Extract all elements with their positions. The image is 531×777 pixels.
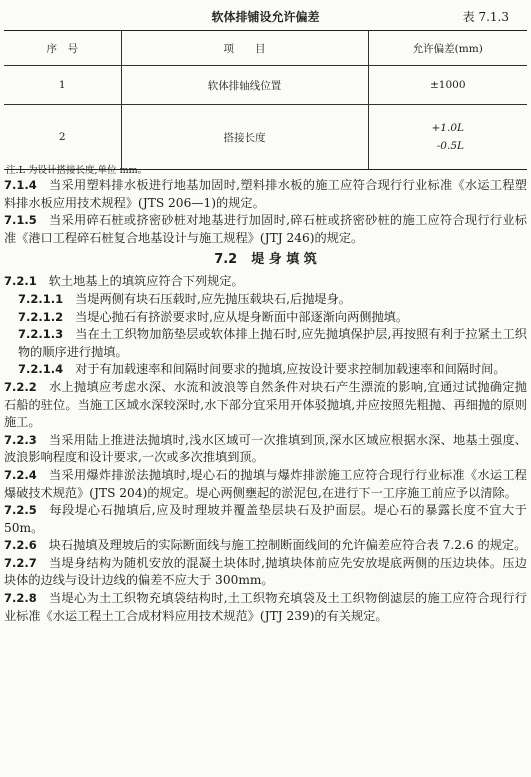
table-row (4, 105, 527, 170)
table-note: 注:L 为设计搭接长度,单位 mm。 (6, 165, 148, 176)
clause-text: 当堤心为土工织物充填袋结构时,土工织物充填袋及土工织物倒滤层的施工应符合现行行业标准《水运工程土工合成材料应用技术规范》(JTJ 239)的有关规定。 (4, 591, 527, 623)
clause-paragraph (4, 291, 527, 309)
cell-item: 软体排轴线位置 (121, 66, 368, 105)
section-title: 堤 身 填 筑 (251, 252, 317, 268)
section-heading (4, 250, 527, 270)
clause-number: 7.2.1.3 (18, 327, 64, 342)
clause-paragraph (4, 590, 527, 625)
table-row (4, 66, 527, 105)
header-tolerance: 允许偏差(mm) (368, 31, 527, 66)
header-no: 序 号 (4, 31, 121, 66)
clause-number: 7.2.1.2 (18, 309, 64, 324)
clause-paragraph (4, 309, 527, 327)
clause-list (4, 273, 527, 625)
clause-text: 当采用碎石桩或挤密砂桩对地基进行加固时,碎石桩或挤密砂桩的施工应符合现行行业标准《港口工程碎石桩复合地基设计与施工规程》(JTJ 246)的规定。 (4, 213, 527, 245)
clause-number: 7.2.3 (4, 432, 37, 447)
clause-number: 7.2.6 (4, 538, 37, 553)
table-caption (0, 8, 531, 26)
cell-tolerance: ±1000 (368, 66, 527, 105)
clause-number: 7.2.1.1 (18, 291, 64, 306)
tolerance-plus: +1.0L (431, 122, 464, 134)
clause-number: 7.2.4 (4, 467, 37, 482)
clause-text: 当堤身结构为随机安放的混凝土块体时,抛填块体前应先安放堤底两侧的压边块体。压边块体的边线与设计边线的偏差不应大于 300mm。 (4, 555, 527, 588)
clause-text: 块石抛填及理坡后的实际断面线与施工控制断面线间的允许偏差应符合表 7.2.6 的规定。 (48, 538, 527, 553)
clause-paragraph (4, 212, 527, 247)
clause-number: 7.2.8 (4, 591, 37, 606)
clause-number: 7.2.1.4 (18, 362, 64, 377)
cell-no: 1 (4, 66, 121, 105)
clause-paragraph (4, 555, 527, 590)
cell-tolerance (368, 105, 527, 170)
tolerance-minus: -0.5L (436, 140, 464, 152)
clause-paragraph (4, 537, 527, 555)
clause-text: 当堤心抛石有挤淤要求时,应从堤身断面中部逐渐向两侧抛填。 (75, 309, 409, 324)
clause-paragraph (4, 467, 527, 502)
table-header-row (4, 31, 527, 66)
clause-paragraph (4, 177, 527, 212)
clause-paragraph (4, 361, 527, 379)
clause-paragraph (4, 432, 527, 467)
clause-number: 7.1.4 (4, 178, 37, 192)
clause-number: 7.1.5 (4, 213, 37, 228)
cell-no: 2 (58, 131, 66, 143)
clause-text: 每段堤心石抛填后,应及时理坡并覆盖垫层块石及护面层。堤心石的暴露长度不宜大于 50m。 (4, 503, 527, 535)
clause-text: 对于有加载速率和间隔时间要求的抛填,应按设计要求控制加载速率和间隔时间。 (75, 362, 506, 377)
table-title: 软体排铺设允许偏差 (211, 10, 320, 24)
table-number: 表 7.1.3 (462, 10, 509, 24)
clause-number: 7.2.5 (4, 503, 37, 518)
clause-paragraph (4, 273, 527, 291)
clause-number: 7.2.2 (4, 379, 37, 394)
cell-item: 搭接长度 (121, 105, 368, 170)
clause-text: 当堤两侧有块石压载时,应先抛压载块石,后抛堤身。 (75, 291, 351, 306)
clause-text: 当采用爆炸排淤法抛填时,堤心石的抛填与爆炸排淤施工应符合现行行业标准《水运工程爆破技术规范》(JTS 204)的规定。堤心两侧壅起的淤泥包,在进行下一工序施工前应予以清除。 (4, 467, 527, 500)
clause-paragraph (4, 502, 527, 537)
clause-paragraph (4, 326, 527, 361)
clause-text: 当在土工织物加筋垫层或软体排上抛石时,应先抛填保护层,再按照有利于拉紧土工织物的顺序进行抛填。 (18, 327, 527, 359)
tolerance-table (4, 30, 527, 170)
clause-paragraph (4, 379, 527, 432)
clause-number: 7.2.7 (4, 555, 37, 570)
body-text (4, 177, 527, 625)
section-number: 7.2 (214, 252, 238, 268)
clause-text: 软土地基上的填筑应符合下列规定。 (48, 274, 244, 289)
clause-text: 当采用陆上推进法抛填时,浅水区域可一次推填到顶,深水区域应根据水深、地基土强度、波浪影响程度和设计要求,一次或多次推填到顶。 (4, 432, 527, 465)
clause-text: 水上抛填应考虑水深、水流和波浪等自然条件对块石产生漂流的影响,宜通过试抛确定抛石船的驻位。当施工区域水深较深时,水下部分宜采用开体驳抛填,并应按照先粗抛、再细抛的原则施工。 (4, 379, 527, 430)
header-item: 项 目 (121, 31, 368, 66)
clause-number: 7.2.1 (4, 274, 37, 289)
clause-text: 当采用塑料排水板进行地基加固时,塑料排水板的施工应符合现行行业标准《水运工程塑料排水板应用技术规程》(JTS 206—1)的规定。 (4, 178, 527, 210)
